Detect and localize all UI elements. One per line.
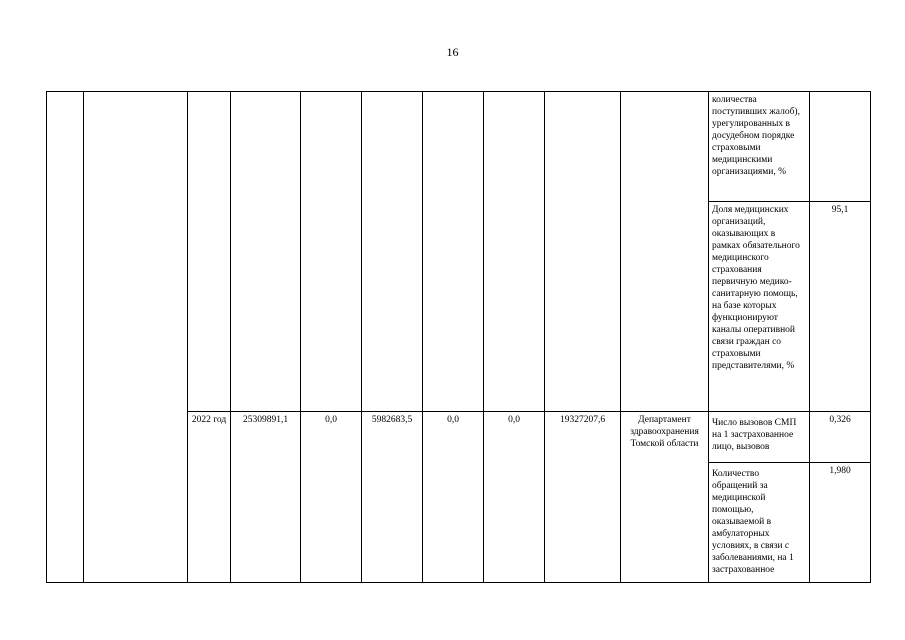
indicator-value: 0,326 xyxy=(810,412,871,463)
empty-cell xyxy=(621,92,709,412)
indicator-value xyxy=(810,92,871,202)
value-cell: 0,0 xyxy=(484,412,545,583)
empty-cell xyxy=(188,92,231,412)
empty-cell-col1 xyxy=(47,92,84,583)
value-cell: 0,0 xyxy=(423,412,484,583)
indicator-name: Количество обращений за медицинской помощью, оказываемой в амбулаторных условиях, в связи с заболеваниями, на 1 застрахованное xyxy=(709,463,810,583)
empty-cell xyxy=(301,92,362,412)
empty-cell xyxy=(484,92,545,412)
indicator-value: 95,1 xyxy=(810,202,871,412)
value-cell: 0,0 xyxy=(301,412,362,583)
table-row xyxy=(47,92,871,202)
executor-cell: Департамент здравоохранения Томской области xyxy=(621,412,709,583)
indicator-name: количества поступивших жалоб), урегулированных в досудебном порядке страховыми медицинскими организациями, % xyxy=(709,92,810,202)
empty-cell xyxy=(231,92,301,412)
indicator-name: Число вызовов СМП на 1 застрахованное лицо, вызовов xyxy=(709,412,810,463)
financing-table xyxy=(46,91,871,583)
empty-cell xyxy=(423,92,484,412)
indicator-value: 1,980 xyxy=(810,463,871,583)
total-cell: 25309891,1 xyxy=(231,412,301,583)
year-cell: 2022 год xyxy=(188,412,231,583)
indicator-name: Доля медицинских организаций, оказывающих в рамках обязательного медицинского страхования первичную медико-санитарную помощь, на базе которых функционируют каналы оперативной связи граждан со страховыми представителями, % xyxy=(709,202,810,412)
empty-cell xyxy=(545,92,621,412)
value-cell: 5982683,5 xyxy=(362,412,423,583)
value-cell: 19327207,6 xyxy=(545,412,621,583)
empty-cell xyxy=(362,92,423,412)
empty-cell-col2 xyxy=(84,92,188,583)
page-number: 16 xyxy=(446,45,459,59)
